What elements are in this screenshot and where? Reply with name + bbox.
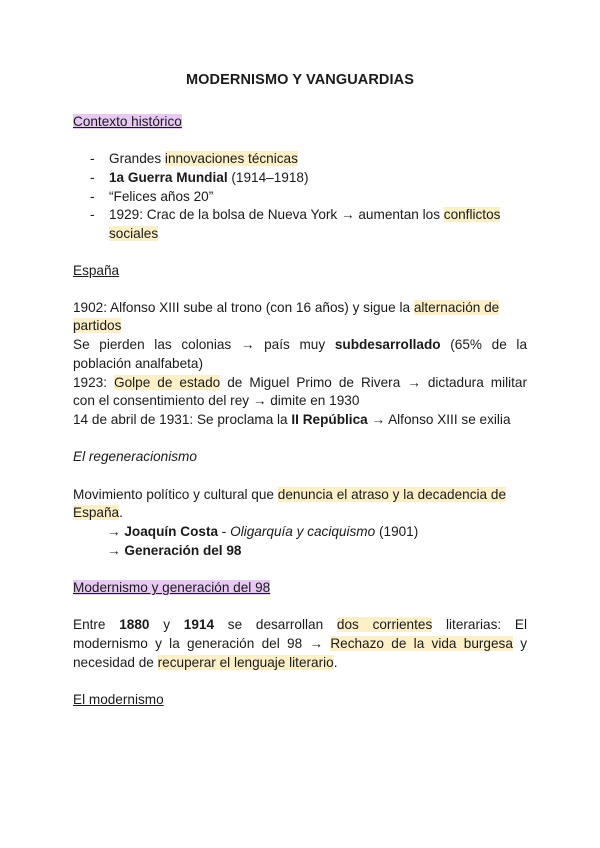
list-item-continuation: sociales bbox=[109, 226, 159, 241]
document-page: MODERNISMO Y VANGUARDIAS Contexto histórico - Grandes innovaciones técnicas - 1a Guerra Mundial (1914–1918) - “Felices años 20” - 1929: Crac de la bolsa de Nueva York → aumentan los conflictos sociales España 1902: Alfonso XIII sube al trono (con 16 años) y sigue la alternación de partidos Se pierden las colonias → país muy subdesarrollado (65% de la población analfabeta) 1923: Golpe de estado de Miguel Primo de Rivera → dictadura militar con el consentimiento del rey → dimite en 1930 14 de abril de 1931: Se proclama la II República → Alfonso XIII se exilia El regeneracionismo Movimiento político y cultural que denuncia el atraso y la decadencia de España. → Joaquín Costa - Oligarquía y caciquismo (1901) → Generación del 98 Modernismo y generación del 98 Entre 1880 y 1914 se desarrollan dos corrientes literarias: El modernismo y la generación del 98 → Rechazo de la vida burgesa y necesidad de recuperar el lenguaje literario. El modernismo bbox=[0, 0, 600, 848]
modernismo-98-heading: Modernismo y generación del 98 bbox=[73, 580, 271, 595]
page-title: MODERNISMO Y VANGUARDIAS bbox=[186, 72, 414, 88]
modernismo-heading: El modernismo bbox=[73, 692, 164, 707]
regeneracionismo-heading: El regeneracionismo bbox=[73, 449, 197, 464]
spain-heading: España bbox=[73, 263, 120, 278]
context-heading: Contexto histórico bbox=[73, 114, 182, 129]
